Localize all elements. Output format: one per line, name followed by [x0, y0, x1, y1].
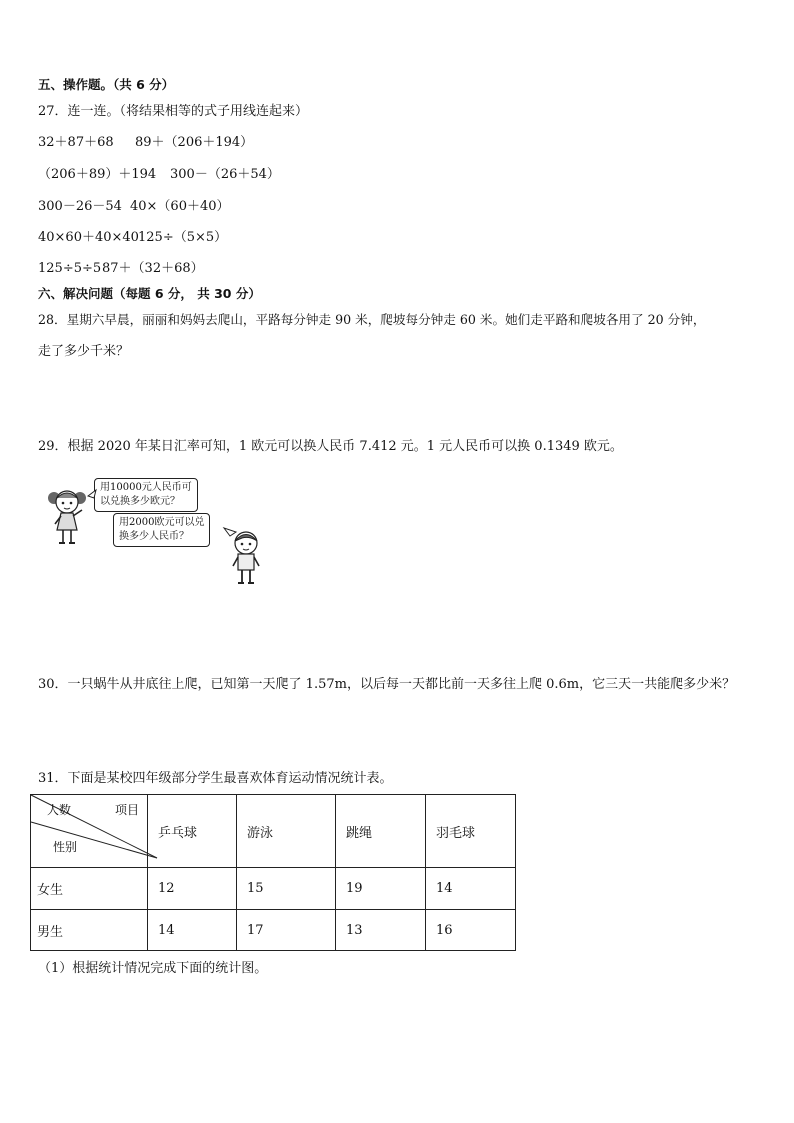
bubble-girl-line1: 用10000元人民币可 [100, 482, 192, 493]
table-cell: 19 [336, 868, 426, 910]
table-cell: 13 [336, 910, 426, 951]
q27-left-5: 125÷5÷5 [38, 261, 102, 276]
q27-right-1: 89＋（206＋194） [135, 135, 254, 150]
q31-sub1: （1）根据统计情况完成下面的统计图。 [38, 961, 268, 976]
table-cell: 14 [426, 868, 516, 910]
speech-bubble-girl [94, 478, 198, 512]
section6-heading: 六、解决问题（每题 6 分， 共 30 分） [38, 286, 261, 301]
q28-line2: 走了多少千米？ [38, 344, 130, 359]
q27-left-3: 300－26－54 [38, 199, 122, 214]
table-cell: 12 [148, 868, 237, 910]
table-col-header: 跳绳 [336, 795, 426, 868]
table-col-header: 羽毛球 [426, 795, 516, 868]
table-cell: 16 [426, 910, 516, 951]
table-row-label: 女生 [31, 868, 148, 910]
corner-bottom-label: 性别 [53, 840, 78, 854]
boy-illustration [224, 528, 272, 586]
table-cell: 17 [237, 910, 336, 951]
q27-left-4: 40×60＋40×40 [38, 230, 139, 245]
q27-right-3: 40×（60＋40） [130, 199, 230, 214]
q27-right-5: 87＋（32＋68） [102, 261, 204, 276]
table-row [31, 910, 516, 951]
bubble-girl-line2: 以兑换多少欧元？ [100, 496, 180, 507]
table-col-header: 游泳 [237, 795, 336, 868]
q27-prompt: 27．连一连。（将结果相等的式子用线连起来） [38, 104, 309, 119]
table-cell: 14 [148, 910, 237, 951]
table-row [31, 868, 516, 910]
sports-stats-table [30, 794, 516, 951]
q27-right-4: 125÷（5×5） [138, 230, 228, 245]
section5-heading: 五、操作题。（共 6 分） [38, 77, 175, 92]
girl-illustration [44, 484, 96, 550]
table-col-header: 乒乓球 [148, 795, 237, 868]
table-header-row [31, 795, 516, 868]
table-cell: 15 [237, 868, 336, 910]
q28-line1: 28．星期六早晨，丽丽和妈妈去爬山，平路每分钟走 90 米，爬坡每分钟走 60 米。她们走平路和爬坡各用了 20 分钟， [38, 312, 706, 327]
q27-right-2: 300－（26＋54） [170, 167, 280, 182]
speech-bubble-boy [113, 513, 210, 547]
q27-left-1: 32＋87＋68 [38, 135, 114, 150]
bubble-boy-line2: 换多少人民币？ [119, 531, 189, 542]
q27-left-2: （206＋89）＋194 [38, 167, 157, 182]
table-row-label: 男生 [31, 910, 148, 951]
corner-top-label: 人数 [47, 803, 72, 817]
q31-text: 31．下面是某校四年级部分学生最喜欢体育运动情况统计表。 [38, 771, 393, 786]
bubble-boy-line1: 用2000欧元可以兑 [119, 517, 205, 528]
corner-right-label: 项目 [115, 803, 140, 817]
table-corner-cell [31, 795, 148, 868]
q30-text: 30．一只蜗牛从井底往上爬，已知第一天爬了 1.57m，以后每一天都比前一天多往上爬 0.6m，它三天一共能爬多少米？ [38, 677, 736, 692]
q29-text: 29．根据 2020 年某日汇率可知，1 欧元可以换人民币 7.412 元。1 元人民币可以换 0.1349 欧元。 [38, 439, 623, 454]
